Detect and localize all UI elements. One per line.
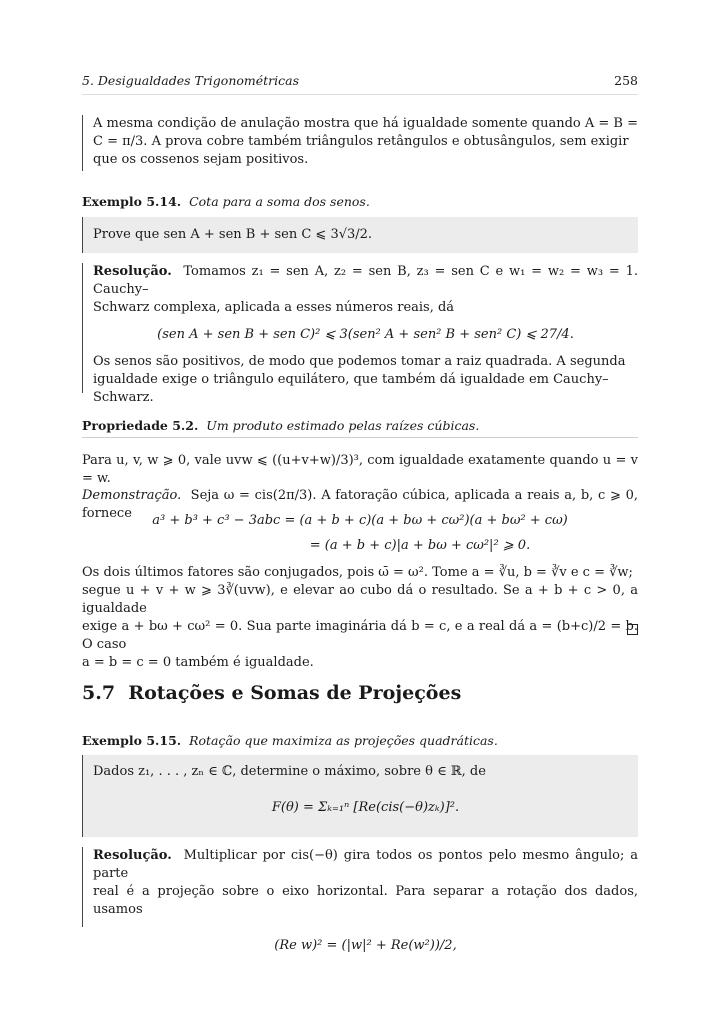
proof-intro: Demonstração. Seja ω = cis(2π/3). A fatoração cúbica, aplicada a reais a, b, c ⩾ 0, fornece — [82, 488, 638, 521]
example-5-15-statement: Dados z₁, . . . , zₙ ∈ ℂ, determine o máximo, sobre θ ∈ ℝ, de F(θ) = Σₖ₌₁ⁿ [Re(cis(−θ)zₖ)]². — [82, 755, 638, 837]
proof-body: Os dois últimos fatores são conjugados, pois ω̄ = ω². Tome a = ∛u, b = ∛v e c = ∛w; segue u + v + w ⩾ 3∛(uvw), e elevar ao cubo dá o resultado. Se a + b + c > 0, a igualdade exige a + bω + cω² = 0. Sua parte imaginária dá b = c, e a real dá a = (b+c)/2 = b. O caso a = b = c = 0 também é igualdade. — [82, 565, 638, 670]
running-header — [82, 73, 638, 95]
resolution-block-1: Resolução. Tomamos z₁ = sen A, z₂ = sen B, z₃ = sen C e w₁ = w₂ = w₃ = 1. Cauchy– Schwarz complexa, aplicada a esses números reais, dá (sen A + sen B + sen C)² ⩽ 3(sen² A + sen² B + sen² C) ⩽ 27/4. Os senos são positivos, de modo que podemos tomar a raiz quadrada. A segunda igualdade exige o triângulo equilátero, que também dá igualdade em Cauchy– Schwarz. — [82, 263, 638, 393]
example-5-14-title: Exemplo 5.14. Cota para a soma dos senos. — [82, 194, 370, 209]
qed-icon — [627, 624, 638, 635]
equation: (Re w)² = (|w|² + Re(w²))/2, — [274, 938, 457, 953]
equation: (sen A + sen B + sen C)² ⩽ 3(sen² A + sen² B + sen² C) ⩽ 27/4. — [157, 327, 574, 342]
equation: F(θ) = Σₖ₌₁ⁿ [Re(cis(−θ)zₖ)]². — [271, 800, 460, 815]
text-line: A mesma condição de anulação mostra que há igualdade somente quando A = B = — [93, 116, 638, 131]
continued-proof-block — [82, 115, 638, 171]
equation: a³ + b³ + c³ − 3abc = (a + b + c)(a + bω + cω²)(a + bω² + cω) — [152, 513, 568, 528]
property-statement: Para u, v, w ⩾ 0, vale uvw ⩽ ((u+v+w)/3)³, com igualdade exatamente quando u = v = w. — [82, 453, 638, 486]
section-heading: 5.7 Rotações e Somas de Projeções — [82, 682, 462, 704]
page-number: 258 — [614, 73, 638, 88]
text-line: que os cossenos sejam positivos. — [93, 152, 309, 167]
example-5-15-title: Exemplo 5.15. Rotação que maximiza as projeções quadráticas. — [82, 733, 498, 748]
resolution-block-2: Resolução. Multiplicar por cis(−θ) gira todos os pontos pelo mesmo ângulo; a parte real é a projeção sobre o eixo horizontal. Para separar a rotação dos dados, usamos (Re w)² = (|w|² + Re(w²))/2, — [82, 847, 638, 927]
property-5-2-title: Propriedade 5.2. Um produto estimado pelas raízes cúbicas. — [82, 418, 638, 438]
equation: = (a + b + c)|a + bω + cω²|² ⩾ 0. — [309, 538, 531, 553]
text-line: C = π/3. A prova cobre também triângulos retângulos e obtusângulos, sem exigir — [93, 134, 629, 149]
chapter-title: 5. Desigualdades Trigonométricas — [82, 73, 300, 88]
example-5-14-statement: Prove que sen A + sen B + sen C ⩽ 3√3/2. — [82, 217, 638, 253]
